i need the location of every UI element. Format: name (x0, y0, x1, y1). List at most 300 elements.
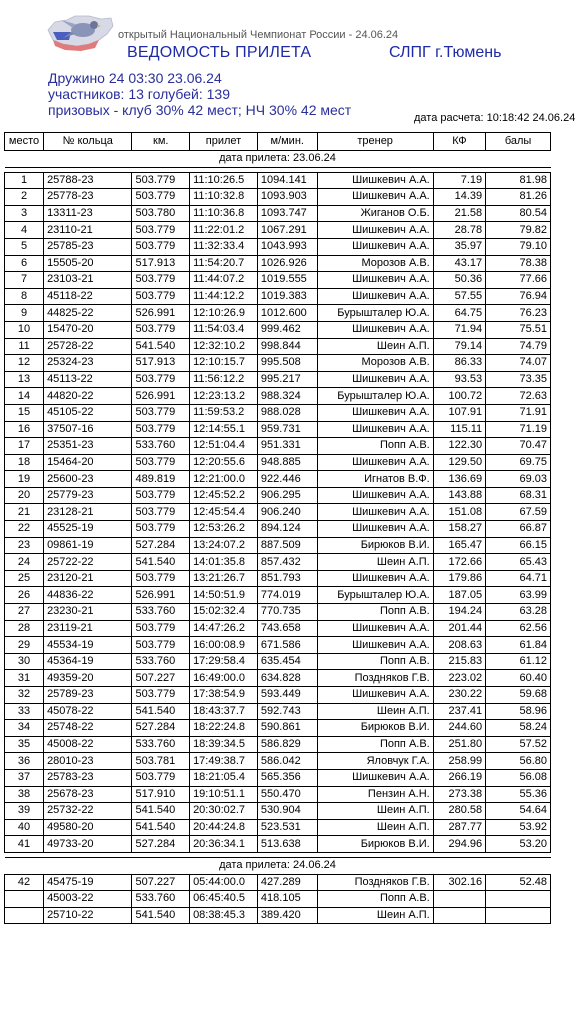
table-cell (486, 891, 551, 908)
table-cell: Попп А.В. (317, 438, 433, 455)
table-row (5, 836, 551, 853)
table-cell: 526.991 (132, 305, 190, 322)
table-cell: Шишкевич А.А. (317, 371, 433, 388)
table-cell: 11:56:12.2 (190, 371, 258, 388)
table-row (5, 653, 551, 670)
table-cell: 541.540 (132, 803, 190, 820)
table-cell: 541.540 (132, 703, 190, 720)
table-row (5, 421, 551, 438)
table-cell: 503.779 (132, 454, 190, 471)
table-cell: 53.20 (486, 836, 551, 853)
table-cell: Шишкевич А.А. (317, 238, 433, 255)
table-cell: 1019.555 (257, 272, 317, 289)
table-cell: 9 (5, 305, 44, 322)
col-header: тренер (317, 133, 433, 151)
table-row (5, 786, 551, 803)
table-row (5, 703, 551, 720)
table-cell: 45008-22 (44, 736, 132, 753)
table-cell: Шишкевич А.А. (317, 222, 433, 239)
table-cell: 76.94 (486, 288, 551, 305)
table-cell: Жиганов О.Б. (317, 205, 433, 222)
table-cell: 23120-21 (44, 570, 132, 587)
table-cell: 72.63 (486, 388, 551, 405)
table-cell: 774.019 (257, 587, 317, 604)
table-cell: 38 (5, 786, 44, 803)
table-row (5, 471, 551, 488)
table-cell: Шишкевич А.А. (317, 288, 433, 305)
table-cell: 503.779 (132, 687, 190, 704)
table-cell: 28 (5, 620, 44, 637)
table-cell: 28.78 (433, 222, 485, 239)
table-cell: 13:24:07.2 (190, 537, 258, 554)
table-cell: 45003-22 (44, 891, 132, 908)
table-cell: 17:38:54.9 (190, 687, 258, 704)
table-cell: 71.91 (486, 404, 551, 421)
table-row (5, 620, 551, 637)
table-cell: 29 (5, 637, 44, 654)
table-cell: 4 (5, 222, 44, 239)
table-cell: 527.284 (132, 836, 190, 853)
table-cell: 49733-20 (44, 836, 132, 853)
col-header: м/мин. (257, 133, 317, 151)
arrival-date-row (5, 151, 551, 168)
table-cell: 55.36 (486, 786, 551, 803)
table-cell: 11 (5, 338, 44, 355)
table-cell: 93.53 (433, 371, 485, 388)
table-cell: 20:30:02.7 (190, 803, 258, 820)
table-cell: 08:38:45.3 (190, 907, 258, 924)
table-cell: 56.08 (486, 769, 551, 786)
table-cell: 503.779 (132, 487, 190, 504)
table-cell: 25 (5, 570, 44, 587)
table-cell: 49359-20 (44, 670, 132, 687)
table-cell: 995.508 (257, 355, 317, 372)
table-cell: 31 (5, 670, 44, 687)
table-cell: 215.83 (433, 653, 485, 670)
table-cell: 1043.993 (257, 238, 317, 255)
table-cell: 61.84 (486, 637, 551, 654)
table-cell: Пензин А.Н. (317, 786, 433, 803)
table-cell: 64.71 (486, 570, 551, 587)
table-cell: 25789-23 (44, 687, 132, 704)
table-cell: 507.227 (132, 874, 190, 891)
table-cell: 1 (5, 172, 44, 189)
table-row (5, 907, 551, 924)
table-cell: 24 (5, 554, 44, 571)
table-cell (5, 907, 44, 924)
table-cell: 58.96 (486, 703, 551, 720)
table-cell: 32 (5, 687, 44, 704)
table-cell: 11:32:33.4 (190, 238, 258, 255)
table-cell: 74.07 (486, 355, 551, 372)
table-cell: 59.68 (486, 687, 551, 704)
table-cell: 208.63 (433, 637, 485, 654)
table-cell: 541.540 (132, 907, 190, 924)
table-cell: 27 (5, 604, 44, 621)
table-row (5, 222, 551, 239)
table-cell: 17:49:38.7 (190, 753, 258, 770)
table-cell: 503.779 (132, 769, 190, 786)
table-cell: 18:21:05.4 (190, 769, 258, 786)
table-cell: 258.99 (433, 753, 485, 770)
table-row (5, 753, 551, 770)
table-cell: 517.913 (132, 355, 190, 372)
table-cell: 25778-23 (44, 189, 132, 206)
arrival-date-label: дата прилета: 23.06.24 (5, 151, 551, 168)
table-cell: 503.779 (132, 637, 190, 654)
table-row (5, 769, 551, 786)
russia-pigeon-logo (45, 10, 115, 52)
table-cell: 857.432 (257, 554, 317, 571)
table-cell: 70.47 (486, 438, 551, 455)
table-cell: 25783-23 (44, 769, 132, 786)
table-cell: 1094.141 (257, 172, 317, 189)
table-cell: 7.19 (433, 172, 485, 189)
table-cell: 389.420 (257, 907, 317, 924)
table-row (5, 172, 551, 189)
table-cell: 28010-23 (44, 753, 132, 770)
table-cell: 418.105 (257, 891, 317, 908)
table-cell (486, 907, 551, 924)
table-cell: 11:10:26.5 (190, 172, 258, 189)
table-cell: Попп А.В. (317, 891, 433, 908)
table-row (5, 355, 551, 372)
table-cell: 35 (5, 736, 44, 753)
table-cell: 25710-22 (44, 907, 132, 924)
table-cell: 20:36:34.1 (190, 836, 258, 853)
table-cell: 25732-22 (44, 803, 132, 820)
table-cell: 503.779 (132, 620, 190, 637)
table-row (5, 803, 551, 820)
table-cell: 12:45:52.2 (190, 487, 258, 504)
table-cell: 76.23 (486, 305, 551, 322)
table-cell: 18:43:37.7 (190, 703, 258, 720)
calc-date: дата расчета: 10:18:42 24.06.24 (414, 112, 576, 124)
table-cell: 513.638 (257, 836, 317, 853)
table-cell: 7 (5, 272, 44, 289)
table-cell: Бурышталер Ю.А. (317, 587, 433, 604)
table-cell: 16:49:00.0 (190, 670, 258, 687)
table-cell: 12:14:55.1 (190, 421, 258, 438)
table-cell: 45534-19 (44, 637, 132, 654)
table-cell: 12:23:13.2 (190, 388, 258, 405)
table-cell: 201.44 (433, 620, 485, 637)
table-cell: 74.79 (486, 338, 551, 355)
participants-line: участников: 13 голубей: 139 (48, 86, 230, 102)
table-cell: 517.910 (132, 786, 190, 803)
table-cell: 34 (5, 720, 44, 737)
table-cell: 550.470 (257, 786, 317, 803)
table-cell: 12:53:26.2 (190, 521, 258, 538)
table-cell: 66.87 (486, 521, 551, 538)
table-cell: 25748-22 (44, 720, 132, 737)
table-cell: 23230-21 (44, 604, 132, 621)
table-cell (5, 891, 44, 908)
table-cell: 533.760 (132, 438, 190, 455)
page-title: ВЕДОМОСТЬ ПРИЛЕТА (127, 44, 312, 61)
table-cell: Поздняков Г.В. (317, 670, 433, 687)
table-cell: 20:44:24.8 (190, 819, 258, 836)
table-cell: 887.509 (257, 537, 317, 554)
table-row (5, 388, 551, 405)
table-cell: 68.31 (486, 487, 551, 504)
table-cell: 527.284 (132, 720, 190, 737)
table-cell: 45078-22 (44, 703, 132, 720)
table-cell: Шеин А.П. (317, 907, 433, 924)
table-cell: 65.43 (486, 554, 551, 571)
table-cell (433, 907, 485, 924)
table-cell: 17:29:58.4 (190, 653, 258, 670)
table-body (5, 151, 551, 924)
table-cell: 35.97 (433, 238, 485, 255)
table-cell: 23 (5, 537, 44, 554)
table-cell: 62.56 (486, 620, 551, 637)
table-cell: 526.991 (132, 587, 190, 604)
table-cell: Бурышталер Ю.А. (317, 388, 433, 405)
table-row (5, 604, 551, 621)
table-cell: 1012.600 (257, 305, 317, 322)
table-cell: 11:59:53.2 (190, 404, 258, 421)
prize-line: призовых - клуб 30% 42 мест; НЧ 30% 42 мест (48, 102, 352, 118)
table-cell: 586.829 (257, 736, 317, 753)
table-cell: 56.80 (486, 753, 551, 770)
table-cell: Поздняков Г.В. (317, 874, 433, 891)
table-row (5, 819, 551, 836)
table-row (5, 487, 551, 504)
table-cell: 37 (5, 769, 44, 786)
table-cell: 57.52 (486, 736, 551, 753)
table-cell: 503.779 (132, 404, 190, 421)
table-cell: 09861-19 (44, 537, 132, 554)
table-cell: 22 (5, 521, 44, 538)
table-cell: 15470-20 (44, 321, 132, 338)
table-cell: 11:10:36.8 (190, 205, 258, 222)
col-header: КФ (433, 133, 485, 151)
table-row (5, 720, 551, 737)
table-cell: 71.19 (486, 421, 551, 438)
table-cell: 44836-22 (44, 587, 132, 604)
table-cell: 61.12 (486, 653, 551, 670)
table-cell: 52.48 (486, 874, 551, 891)
table-cell: 503.779 (132, 504, 190, 521)
table-cell: Бурышталер Ю.А. (317, 305, 433, 322)
table-cell: 64.75 (433, 305, 485, 322)
table-cell: Шишкевич А.А. (317, 620, 433, 637)
table-cell: 230.22 (433, 687, 485, 704)
table-cell: Шишкевич А.А. (317, 570, 433, 587)
table-cell: 81.26 (486, 189, 551, 206)
table-cell: 11:44:12.2 (190, 288, 258, 305)
table-cell: 25324-23 (44, 355, 132, 372)
table-cell: 26 (5, 587, 44, 604)
club-name: СЛПГ г.Тюмень (389, 44, 502, 61)
table-cell: 12:21:00.0 (190, 471, 258, 488)
table-cell: 541.540 (132, 819, 190, 836)
table-cell: 533.760 (132, 736, 190, 753)
table-cell: 75.51 (486, 321, 551, 338)
table-cell: Шишкевич А.А. (317, 421, 433, 438)
table-cell: 44820-22 (44, 388, 132, 405)
table-cell: 67.59 (486, 504, 551, 521)
table-cell: 223.02 (433, 670, 485, 687)
table-cell: Бирюков В.И. (317, 836, 433, 853)
table-row (5, 321, 551, 338)
table-cell: 194.24 (433, 604, 485, 621)
table-cell: 533.760 (132, 604, 190, 621)
table-cell: 530.904 (257, 803, 317, 820)
table-row (5, 371, 551, 388)
table-cell: 53.92 (486, 819, 551, 836)
table-cell: 988.324 (257, 388, 317, 405)
table-cell: 906.240 (257, 504, 317, 521)
table-cell: 187.05 (433, 587, 485, 604)
table-cell: 44825-22 (44, 305, 132, 322)
table-cell: 998.844 (257, 338, 317, 355)
table-cell: 23128-21 (44, 504, 132, 521)
table-cell: 1026.926 (257, 255, 317, 272)
table-cell: 58.24 (486, 720, 551, 737)
table-cell: 19:10:51.1 (190, 786, 258, 803)
table-cell: Шишкевич А.А. (317, 487, 433, 504)
table-cell: Бирюков В.И. (317, 720, 433, 737)
table-cell: Шеин А.П. (317, 338, 433, 355)
table-row (5, 189, 551, 206)
table-cell: 251.80 (433, 736, 485, 753)
table-cell: 107.91 (433, 404, 485, 421)
table-cell: 33 (5, 703, 44, 720)
table-cell: 15505-20 (44, 255, 132, 272)
table-cell: 115.11 (433, 421, 485, 438)
table-cell: 25722-22 (44, 554, 132, 571)
table-cell: 770.735 (257, 604, 317, 621)
table-cell: Шишкевич А.А. (317, 321, 433, 338)
table-cell: 71.94 (433, 321, 485, 338)
table-cell: 25728-22 (44, 338, 132, 355)
table-cell: 21.58 (433, 205, 485, 222)
table-cell: 41 (5, 836, 44, 853)
table-cell: 565.356 (257, 769, 317, 786)
table-cell: Шеин А.П. (317, 554, 433, 571)
table-cell: 5 (5, 238, 44, 255)
table-cell: 151.08 (433, 504, 485, 521)
table-cell: 503.779 (132, 288, 190, 305)
table-cell: 17 (5, 438, 44, 455)
table-cell: 503.779 (132, 238, 190, 255)
table-cell: Игнатов В.Ф. (317, 471, 433, 488)
table-cell: 427.289 (257, 874, 317, 891)
table-cell: 06:45:40.5 (190, 891, 258, 908)
table-cell: 30 (5, 653, 44, 670)
table-cell: 21 (5, 504, 44, 521)
table-cell: 541.540 (132, 338, 190, 355)
table-cell: 273.38 (433, 786, 485, 803)
table-cell: Шишкевич А.А. (317, 687, 433, 704)
table-cell: 6 (5, 255, 44, 272)
table-cell: 15:02:32.4 (190, 604, 258, 621)
table-cell: 25600-23 (44, 471, 132, 488)
table-cell: 507.227 (132, 670, 190, 687)
table-cell: 86.33 (433, 355, 485, 372)
table-cell: 634.828 (257, 670, 317, 687)
table-cell: Попп А.В. (317, 604, 433, 621)
table-cell: 503.779 (132, 222, 190, 239)
table-cell: 43.17 (433, 255, 485, 272)
table-row (5, 670, 551, 687)
table-cell: 129.50 (433, 454, 485, 471)
table-cell: 172.66 (433, 554, 485, 571)
table-row (5, 272, 551, 289)
table-cell: 951.331 (257, 438, 317, 455)
table-cell: 3 (5, 205, 44, 222)
table-cell: 503.779 (132, 421, 190, 438)
table-row (5, 537, 551, 554)
table-cell: 948.885 (257, 454, 317, 471)
table-cell: 1093.747 (257, 205, 317, 222)
table-cell: 503.779 (132, 570, 190, 587)
table-cell: 1093.903 (257, 189, 317, 206)
table-cell: 12:32:10.2 (190, 338, 258, 355)
table-cell: 23110-21 (44, 222, 132, 239)
table-cell: 69.03 (486, 471, 551, 488)
table-cell: 1067.291 (257, 222, 317, 239)
table-cell: 503.781 (132, 753, 190, 770)
table-cell: 16:00:08.9 (190, 637, 258, 654)
table-cell: Яловчук Г.А. (317, 753, 433, 770)
table-cell: 671.586 (257, 637, 317, 654)
table-cell: 541.540 (132, 554, 190, 571)
table-cell: 13 (5, 371, 44, 388)
table-cell: 63.28 (486, 604, 551, 621)
table-cell: 25351-23 (44, 438, 132, 455)
col-header: № кольца (44, 133, 132, 151)
table-cell: 237.41 (433, 703, 485, 720)
table-cell: 15464-20 (44, 454, 132, 471)
table-cell: Шишкевич А.А. (317, 521, 433, 538)
table-row (5, 454, 551, 471)
table-row (5, 637, 551, 654)
table-cell: 18:39:34.5 (190, 736, 258, 753)
table-cell: 523.531 (257, 819, 317, 836)
table-cell: 05:44:00.0 (190, 874, 258, 891)
table-cell: 906.295 (257, 487, 317, 504)
table-cell: Попп А.В. (317, 736, 433, 753)
table-cell: 45525-19 (44, 521, 132, 538)
table-cell: 19 (5, 471, 44, 488)
table-cell: 54.64 (486, 803, 551, 820)
table-cell: 66.15 (486, 537, 551, 554)
table-cell: 988.028 (257, 404, 317, 421)
table-row (5, 554, 551, 571)
table-cell: 69.75 (486, 454, 551, 471)
table-cell: 78.38 (486, 255, 551, 272)
table-row (5, 438, 551, 455)
table-cell: 39 (5, 803, 44, 820)
table-cell: 244.60 (433, 720, 485, 737)
table-cell: 12 (5, 355, 44, 372)
table-cell: 14:01:35.8 (190, 554, 258, 571)
table-cell: 45118-22 (44, 288, 132, 305)
table-cell: Морозов А.В. (317, 355, 433, 372)
table-cell: 81.98 (486, 172, 551, 189)
table-cell: 743.658 (257, 620, 317, 637)
table-cell: 49580-20 (44, 819, 132, 836)
table-cell: Шишкевич А.А. (317, 172, 433, 189)
table-row (5, 404, 551, 421)
table-cell: 50.36 (433, 272, 485, 289)
table-cell: 11:54:20.7 (190, 255, 258, 272)
table-cell: 13:21:26.7 (190, 570, 258, 587)
table-cell: 287.77 (433, 819, 485, 836)
